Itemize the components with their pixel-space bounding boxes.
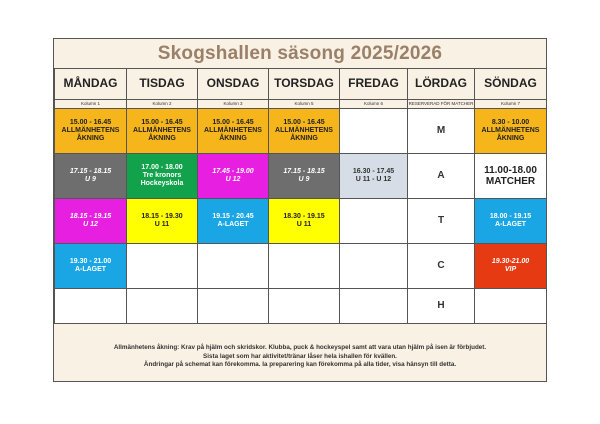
slot-cell xyxy=(127,109,198,154)
slot-label: ALLMÄNHETENS xyxy=(481,126,540,134)
slot-time: 18.15 - 19.30 xyxy=(141,212,183,220)
slot-label: ÅKNING xyxy=(496,135,525,143)
schedule-row xyxy=(55,199,547,244)
slot-label: ALLMÄNHETENS xyxy=(275,126,333,134)
day-friday: FREDAG xyxy=(340,69,408,100)
slot-cell xyxy=(269,199,340,244)
column-label: RESERVERAD FÖR MATCHER xyxy=(408,100,475,109)
empty-cell xyxy=(475,289,547,324)
slot-label: U 11 - U 12 xyxy=(355,176,392,183)
slot-time: 18.00 - 19.15 xyxy=(489,212,532,220)
column-number-row xyxy=(55,100,547,109)
empty-cell xyxy=(340,244,408,289)
day-header-row xyxy=(55,69,547,100)
slot-cell xyxy=(127,154,198,199)
slot-time: 17.00 - 18.00 xyxy=(141,163,183,171)
footer-notes xyxy=(54,332,546,382)
slot-time: 19.30-21.00 xyxy=(491,257,530,265)
slot-time: 15.00 - 16.45 xyxy=(212,118,254,126)
slot-time: 18.15 - 19.15 xyxy=(69,212,112,220)
slot-label: U 9 xyxy=(298,176,310,183)
column-label: Kolumn 1 xyxy=(55,100,127,109)
empty-cell xyxy=(269,289,340,324)
empty-cell xyxy=(127,289,198,324)
slot-cell xyxy=(269,109,340,154)
slot-label: ALLMÄNHETENS xyxy=(61,126,120,134)
saturday-letter: T xyxy=(408,199,475,244)
slot-label: ÅKNING xyxy=(148,135,176,143)
slot-label: A-LAGET xyxy=(494,221,527,228)
slot-time: 17.15 - 18.15 xyxy=(69,167,112,175)
slot-label: U 9 xyxy=(85,176,96,183)
page-title: Skogshallen säsong 2025/2026 xyxy=(157,43,443,64)
slot-cell xyxy=(198,109,269,154)
schedule-row xyxy=(55,109,547,154)
saturday-letter: H xyxy=(408,289,475,324)
slot-cell xyxy=(55,154,127,199)
day-saturday: LÖRDAG xyxy=(408,69,475,100)
slot-cell xyxy=(198,199,269,244)
saturday-letter: C xyxy=(408,244,475,289)
saturday-letter: A xyxy=(408,154,475,199)
slot-label: ÅKNING xyxy=(76,135,105,143)
slot-cell xyxy=(55,199,127,244)
slot-cell xyxy=(127,199,198,244)
slot-label: A-LAGET xyxy=(217,221,249,228)
footer-line: Ändringar på schemat kan förekomma. Ia preparering kan förekomma på alla tider, visa hänsyn till detta. xyxy=(143,361,457,369)
slot-label: ALLMÄNHETENS xyxy=(204,126,262,134)
slot-time: 19.15 - 20.45 xyxy=(212,212,254,220)
slot-time: 18.30 - 19.15 xyxy=(283,212,325,220)
slot-cell xyxy=(475,109,547,154)
empty-cell xyxy=(198,289,269,324)
schedule-sheet xyxy=(53,38,547,382)
slot-cell xyxy=(269,154,340,199)
column-label: Kolumn 3 xyxy=(198,100,269,109)
slot-cell xyxy=(475,244,547,289)
footer-line: Allmänhetens åkning: Krav på hjälm och skridskor. Klubba, puck & hockeyspel samt att vara utan hjälm på isen är förbjudet. xyxy=(113,344,487,352)
slot-time: 16.30 - 17.45 xyxy=(352,167,395,175)
schedule-row xyxy=(55,289,547,324)
empty-cell xyxy=(269,244,340,289)
slot-label: U 11 xyxy=(154,221,170,228)
slot-label: ALLMÄNHETENS xyxy=(133,126,191,134)
column-label: Kolumn 7 xyxy=(475,100,547,109)
slot-label: U 12 xyxy=(83,221,98,228)
slot-cell xyxy=(340,154,408,199)
schedule-row xyxy=(55,154,547,199)
column-label: Kolumn 2 xyxy=(127,100,198,109)
empty-cell xyxy=(340,199,408,244)
day-sunday: SÖNDAG xyxy=(475,69,547,100)
empty-cell xyxy=(340,109,408,154)
empty-cell xyxy=(127,244,198,289)
slot-cell xyxy=(55,244,127,289)
day-tuesday: TISDAG xyxy=(127,69,198,100)
slot-label: U 12 xyxy=(225,176,241,183)
saturday-letter: M xyxy=(408,109,475,154)
slot-label: ÅKNING xyxy=(219,135,247,143)
slot-label: A-LAGET xyxy=(74,266,107,273)
slot-cell xyxy=(55,109,127,154)
slot-label: Hockeyskola xyxy=(140,180,184,188)
slot-time: 15.00 - 16.45 xyxy=(283,118,325,126)
slot-cell xyxy=(475,199,547,244)
day-wednesday: ONSDAG xyxy=(198,69,269,100)
slot-cell xyxy=(475,154,547,199)
slot-time: 15.00 - 16.45 xyxy=(69,118,112,126)
slot-time: 19.30 - 21.00 xyxy=(69,257,112,265)
day-thursday: TORSDAG xyxy=(269,69,340,100)
column-label: Kolumn 6 xyxy=(340,100,408,109)
slot-label: Tre kronors xyxy=(142,171,182,179)
slot-time: 17.15 - 18.15 xyxy=(283,167,325,175)
slot-time: 17.45 - 19.00 xyxy=(212,167,254,175)
slot-label: MATCHER xyxy=(485,176,536,187)
slot-time: 15.00 - 16.45 xyxy=(141,118,183,126)
footer-line: Sista laget som har aktivitet/tränar låser hela ishallen för kvällen. xyxy=(203,352,397,360)
empty-cell xyxy=(340,289,408,324)
slot-label: VIP xyxy=(504,266,517,273)
slot-time: 8.30 - 10.00 xyxy=(491,118,530,126)
schedule-row xyxy=(55,244,547,289)
slot-label: ÅKNING xyxy=(290,135,318,143)
slot-cell xyxy=(198,154,269,199)
column-label: Kolumn 5 xyxy=(269,100,340,109)
schedule-table xyxy=(54,68,547,324)
slot-label: U 11 xyxy=(296,221,312,228)
empty-cell xyxy=(198,244,269,289)
empty-cell xyxy=(55,289,127,324)
slot-time: 11.00-18.00 xyxy=(484,164,537,176)
day-monday: MÅNDAG xyxy=(55,69,127,100)
